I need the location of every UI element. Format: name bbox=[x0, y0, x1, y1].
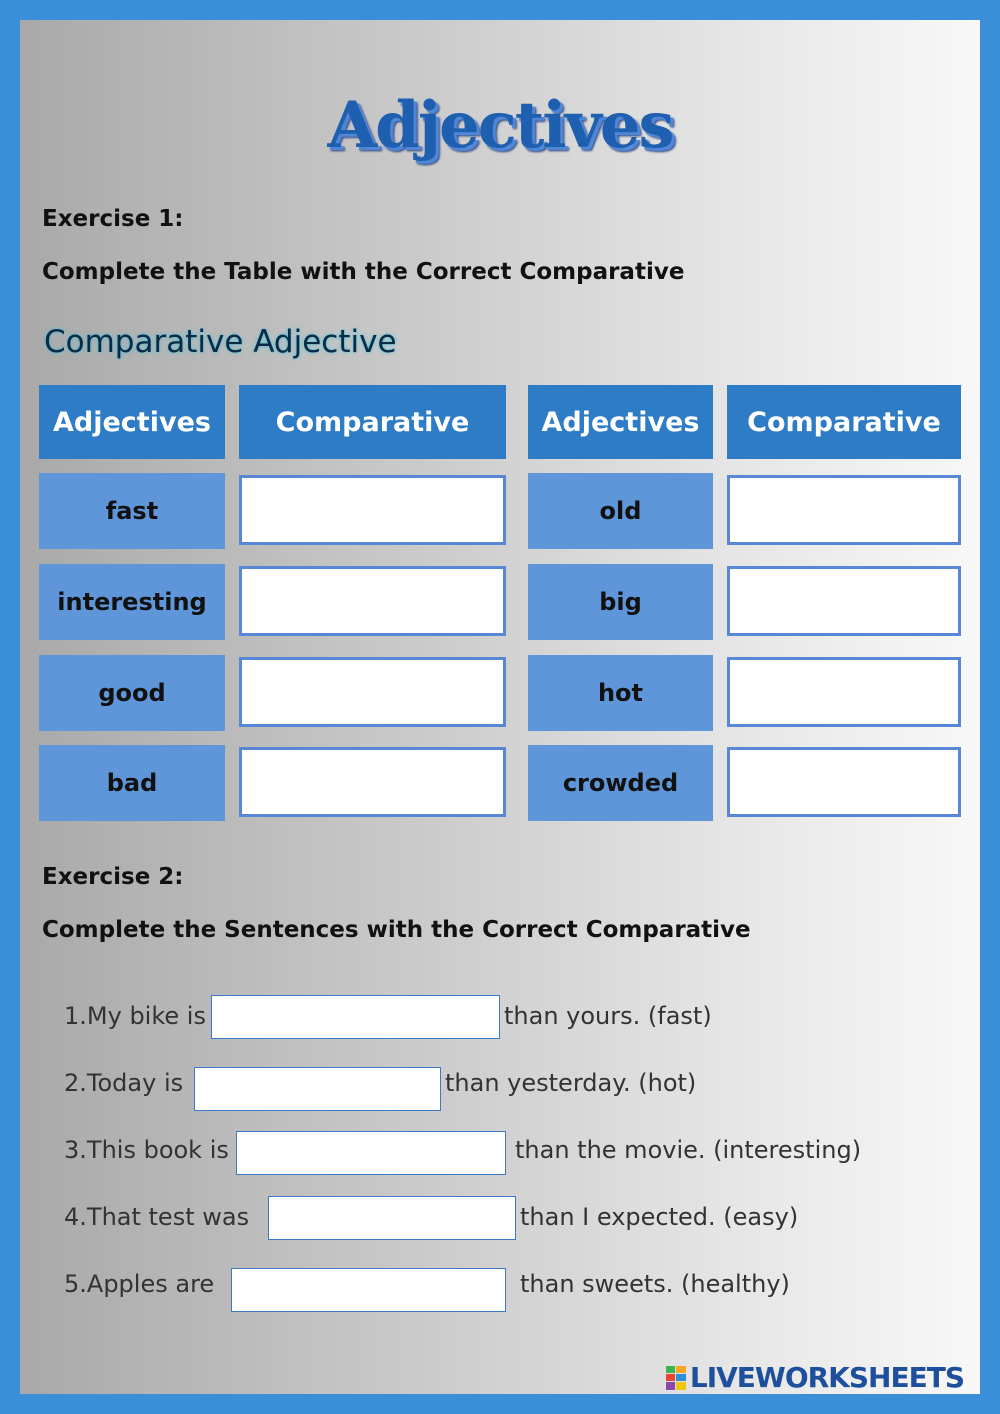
sentence-number: 5. bbox=[64, 1270, 87, 1298]
worksheet-page bbox=[20, 20, 980, 1394]
sentence-start: Apples are bbox=[86, 1270, 215, 1298]
adjective-cell: interesting bbox=[39, 564, 225, 640]
adjective-cell: crowded bbox=[528, 745, 713, 821]
table-title: Comparative Adjective bbox=[44, 324, 397, 360]
liveworksheets-logo-text: LIVEWORKSHEETS bbox=[689, 1361, 964, 1394]
sentence-1 bbox=[64, 1002, 206, 1030]
sentence-start: Today is bbox=[86, 1069, 184, 1097]
header-comparative-left: Comparative bbox=[239, 385, 506, 459]
sentence-number: 2. bbox=[64, 1069, 87, 1097]
sentence-2 bbox=[64, 1069, 183, 1097]
adjective-cell: fast bbox=[39, 473, 225, 549]
comparative-answer-input[interactable] bbox=[727, 747, 961, 817]
sentence-start: This book is bbox=[86, 1136, 229, 1164]
comparative-answer-input[interactable] bbox=[239, 566, 506, 636]
liveworksheets-logo-icon bbox=[666, 1366, 686, 1390]
sentence-answer-input[interactable] bbox=[236, 1131, 506, 1175]
sentence-start: That test was bbox=[86, 1203, 250, 1231]
sentence-start: My bike is bbox=[86, 1002, 206, 1030]
header-adjectives-right: Adjectives bbox=[528, 385, 713, 459]
exercise2-heading: Exercise 2: bbox=[42, 864, 184, 890]
comparative-answer-input[interactable] bbox=[239, 747, 506, 817]
comparative-answer-input[interactable] bbox=[239, 475, 506, 545]
sentence-answer-input[interactable] bbox=[194, 1067, 441, 1111]
comparative-answer-input[interactable] bbox=[727, 566, 961, 636]
exercise1-instruction: Complete the Table with the Correct Comparative bbox=[42, 259, 685, 285]
header-comparative-right: Comparative bbox=[727, 385, 961, 459]
adjective-cell: bad bbox=[39, 745, 225, 821]
adjective-cell: big bbox=[528, 564, 713, 640]
exercise2-instruction: Complete the Sentences with the Correct Comparative bbox=[42, 917, 751, 943]
sentence-5 bbox=[64, 1270, 214, 1298]
comparative-answer-input[interactable] bbox=[727, 657, 961, 727]
sentence-number: 4. bbox=[64, 1203, 87, 1231]
sentence-answer-input[interactable] bbox=[211, 995, 500, 1039]
comparative-answer-input[interactable] bbox=[727, 475, 961, 545]
adjective-cell: good bbox=[39, 655, 225, 731]
adjective-cell: old bbox=[528, 473, 713, 549]
exercise1-heading: Exercise 1: bbox=[42, 206, 184, 232]
sentence-end: than yours. (fast) bbox=[504, 1002, 712, 1030]
sentence-3 bbox=[64, 1136, 229, 1164]
sentence-end: than I expected. (easy) bbox=[520, 1203, 799, 1231]
sentence-answer-input[interactable] bbox=[268, 1196, 516, 1240]
liveworksheets-logo bbox=[666, 1361, 964, 1394]
adjective-cell: hot bbox=[528, 655, 713, 731]
sentence-end: than sweets. (healthy) bbox=[520, 1270, 790, 1298]
sentence-number: 1. bbox=[64, 1002, 87, 1030]
sentence-end: than the movie. (interesting) bbox=[515, 1136, 862, 1164]
page-title: Adjectives bbox=[327, 88, 673, 163]
sentence-number: 3. bbox=[64, 1136, 87, 1164]
sentence-answer-input[interactable] bbox=[231, 1268, 506, 1312]
header-adjectives-left: Adjectives bbox=[39, 385, 225, 459]
sentence-end: than yesterday. (hot) bbox=[445, 1069, 697, 1097]
sentence-4 bbox=[64, 1203, 249, 1231]
comparative-answer-input[interactable] bbox=[239, 657, 506, 727]
